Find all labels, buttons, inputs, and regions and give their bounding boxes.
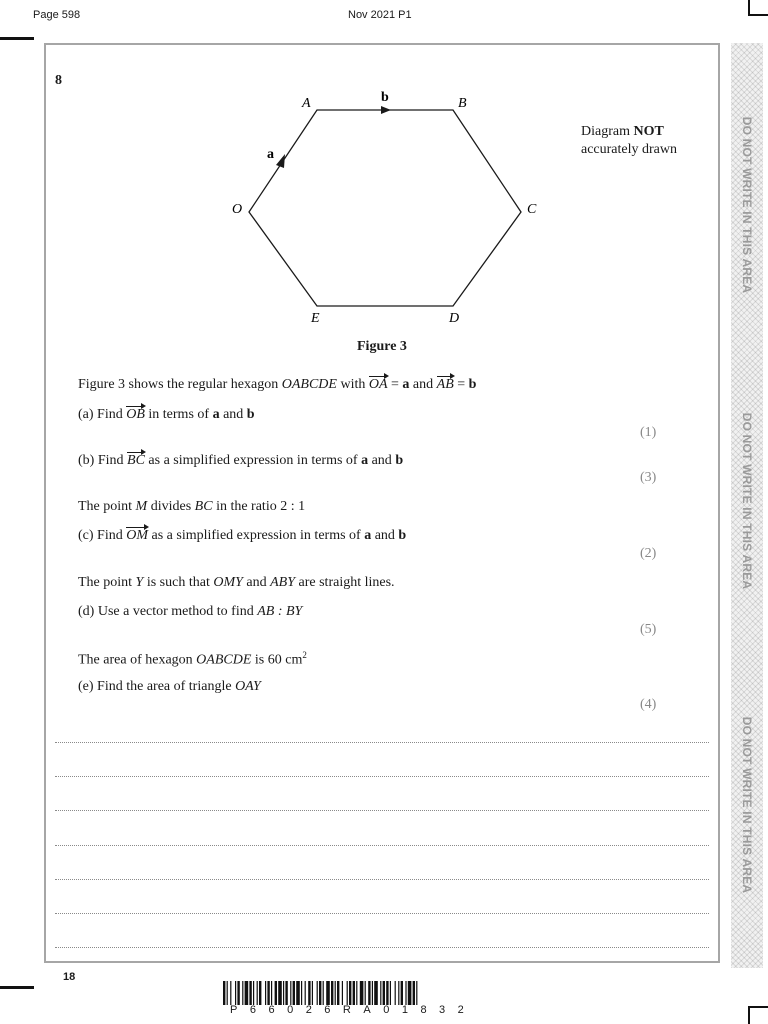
barcode-bar — [360, 981, 364, 1005]
area-info: The area of hexagon OABCDE is 60 $cm^2$ — [78, 650, 307, 668]
barcode-bar — [245, 981, 249, 1005]
barcode-bar — [285, 981, 287, 1005]
marks-d: (5) — [640, 622, 657, 637]
page-label: Page 598 — [33, 9, 81, 21]
marks-a: (1) — [640, 425, 657, 440]
point-m-info: The point M divides BC in the ratio 2 : 1 — [78, 499, 306, 514]
label-B: B — [458, 96, 467, 111]
barcode-bar — [230, 981, 231, 1005]
barcode-bar — [265, 981, 266, 1005]
barcode-bar — [242, 981, 243, 1005]
barcode-bar — [267, 981, 269, 1005]
marks-c: (2) — [640, 546, 657, 561]
vector-om: OM — [126, 528, 149, 543]
barcode-bar — [259, 981, 261, 1005]
barcode-bar — [271, 981, 272, 1005]
barcode-bar — [278, 981, 282, 1005]
answer-line[interactable] — [55, 947, 709, 948]
arrow-b-icon — [381, 106, 391, 114]
part-a: (a) Find OB in terms of a and b — [78, 407, 255, 422]
vector-bc: BC — [127, 453, 145, 468]
answer-line[interactable] — [55, 913, 709, 914]
label-O: O — [232, 202, 243, 217]
barcode — [223, 981, 545, 1005]
barcode-bar — [331, 981, 333, 1005]
hexagon-outline — [249, 110, 521, 306]
barcode-bar — [337, 981, 339, 1005]
part-c: (c) Find OM as a simplified expression in terms of a and b — [78, 528, 407, 543]
barcode-bar — [347, 981, 348, 1005]
crop-mark-bottom-left — [0, 986, 34, 989]
barcode-bar — [227, 981, 228, 1005]
barcode-bar — [275, 981, 277, 1005]
part-e: (e) Find the area of triangle OAY — [78, 679, 261, 694]
page-number: 18 — [63, 971, 76, 983]
barcode-bar — [353, 981, 355, 1005]
paper-label: Nov 2021 P1 — [348, 9, 412, 21]
barcode-bar — [349, 981, 351, 1005]
vector-ob: OB — [126, 407, 145, 422]
barcode-bar — [223, 981, 225, 1005]
barcode-bar — [368, 981, 370, 1005]
barcode-bar — [395, 981, 396, 1005]
barcode-bar — [326, 981, 330, 1005]
vector-ab: AB — [436, 377, 454, 392]
barcode-bar — [398, 981, 399, 1005]
label-C: C — [527, 202, 537, 217]
figure-caption: Figure 3 — [357, 339, 407, 354]
barcode-bar — [390, 981, 391, 1005]
barcode-bar — [296, 981, 300, 1005]
label-D: D — [449, 311, 460, 326]
barcode-bar — [416, 981, 417, 1005]
barcode-bar — [380, 981, 381, 1005]
barcode-bar — [237, 981, 239, 1005]
crop-mark-bottom-right-v — [748, 1006, 750, 1024]
part-b: (b) Find BC as a simplified expression in terms of a and b — [78, 453, 404, 468]
barcode-bar — [301, 981, 302, 1005]
label-A: A — [302, 96, 311, 111]
answer-line[interactable] — [55, 810, 709, 811]
barcode-bar — [257, 981, 258, 1005]
barcode-bar — [249, 981, 251, 1005]
diagram-note: Diagram NOT accurately drawn — [581, 124, 677, 157]
barcode-bar — [317, 981, 318, 1005]
label-vector-a: a — [267, 147, 274, 162]
barcode-bar — [356, 981, 357, 1005]
arrow-a-icon — [276, 154, 285, 168]
barcode-bar — [342, 981, 343, 1005]
question-number: 8 — [55, 73, 62, 88]
barcode-bar — [372, 981, 373, 1005]
barcode-bar — [413, 981, 415, 1005]
vector-oa: OA — [368, 377, 388, 392]
barcode-bar — [235, 981, 236, 1005]
barcode-bar — [374, 981, 378, 1005]
hexagon-figure — [0, 0, 768, 380]
barcode-bar — [365, 981, 366, 1005]
marks-e: (4) — [640, 697, 657, 712]
barcode-bar — [335, 981, 336, 1005]
label-E: E — [311, 311, 320, 326]
barcode-bar — [290, 981, 291, 1005]
barcode-text: P66026RA01832 — [230, 1004, 477, 1016]
part-d: (d) Use a vector method to find AB : BY — [78, 604, 303, 619]
barcode-bar — [283, 981, 284, 1005]
barcode-bar — [386, 981, 388, 1005]
barcode-bar — [253, 981, 254, 1005]
crop-mark-bottom-right-h — [748, 1006, 768, 1008]
answer-line[interactable] — [55, 879, 709, 880]
answer-line[interactable] — [55, 742, 709, 743]
barcode-bar — [401, 981, 403, 1005]
barcode-bar — [319, 981, 321, 1005]
answer-line[interactable] — [55, 845, 709, 846]
barcode-bar — [383, 981, 385, 1005]
barcode-bar — [308, 981, 310, 1005]
barcode-bar — [305, 981, 306, 1005]
question-intro: Figure 3 shows the regular hexagon OABCDE with OA = a and AB = b — [78, 377, 477, 392]
answer-line[interactable] — [55, 776, 709, 777]
barcode-bar — [312, 981, 313, 1005]
barcode-bar — [405, 981, 406, 1005]
marks-b: (3) — [640, 470, 657, 485]
barcode-bar — [408, 981, 412, 1005]
point-y-info: The point Y is such that OMY and ABY are straight lines. — [78, 575, 395, 590]
barcode-bar — [293, 981, 295, 1005]
barcode-bar — [323, 981, 324, 1005]
label-vector-b: b — [381, 90, 389, 105]
